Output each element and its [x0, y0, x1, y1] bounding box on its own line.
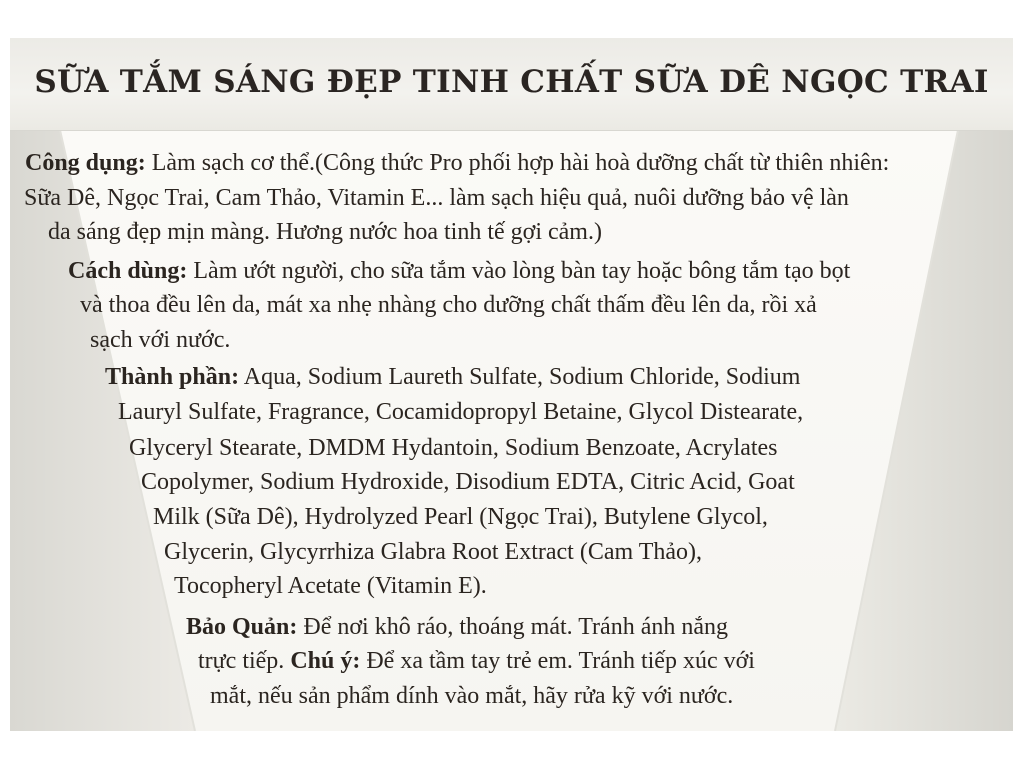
cong-dung-line-2: Sữa Dê, Ngọc Trai, Cam Thảo, Vitamin E... làm sạch hiệu quả, nuôi dưỡng bảo vệ làn	[24, 185, 849, 211]
thanh-phan-label: Thành phần:	[105, 364, 240, 390]
thanh-phan-text: Aqua, Sodium Laureth Sulfate, Sodium Chloride, Sodium	[239, 364, 801, 390]
cong-dung-label: Công dụng:	[25, 150, 146, 176]
thanh-phan-line-2: Lauryl Sulfate, Fragrance, Cocamidopropyl Betaine, Glycol Distearate,	[118, 399, 804, 425]
thanh-phan-line-5: Milk (Sữa Dê), Hydrolyzed Pearl (Ngọc Trai), Butylene Glycol,	[153, 504, 768, 530]
cong-dung-line-1	[25, 149, 889, 177]
product-title: SỮA TẮM SÁNG ĐẸP TINH CHẤT SỮA DÊ NGỌC TRAI	[34, 64, 989, 100]
title-band	[10, 38, 1013, 131]
chu-y-text: Để xa tầm tay trẻ em. Tránh tiếp xúc với	[360, 648, 755, 674]
bao-quan-line-1	[186, 613, 728, 641]
bao-quan-label: Bảo Quản:	[186, 614, 298, 640]
bao-quan-line-3: mắt, nếu sản phẩm dính vào mắt, hãy rửa kỹ với nước.	[210, 683, 734, 709]
cong-dung-line-3: da sáng đẹp mịn màng. Hương nước hoa tinh tế gợi cảm.)	[48, 219, 602, 245]
cong-dung-text: Làm sạch cơ thể.(Công thức Pro phối hợp hài hoà dưỡng chất từ thiên nhiên:	[145, 150, 890, 176]
cach-dung-label: Cách dùng:	[68, 258, 188, 284]
thanh-phan-line-6: Glycerin, Glycyrrhiza Glabra Root Extract (Cam Thảo),	[164, 539, 703, 565]
thanh-phan-line-4: Copolymer, Sodium Hydroxide, Disodium EDTA, Citric Acid, Goat	[141, 469, 795, 495]
cach-dung-line-2: và thoa đều lên da, mát xa nhẹ nhàng cho dưỡng chất thấm đều lên da, rồi xả	[80, 292, 817, 318]
bao-quan-line-2	[198, 647, 755, 675]
bao-quan-text: Để nơi khô ráo, thoáng mát. Tránh ánh nắng	[297, 614, 729, 640]
cach-dung-line-1	[68, 257, 850, 285]
thanh-phan-line-3: Glyceryl Stearate, DMDM Hydantoin, Sodium Benzoate, Acrylates	[129, 435, 778, 461]
cach-dung-text: Làm ướt người, cho sữa tắm vào lòng bàn tay hoặc bông tắm tạo bọt	[187, 258, 851, 284]
chu-y-label: Chú ý:	[290, 648, 361, 674]
thanh-phan-line-7: Tocopheryl Acetate (Vitamin E).	[174, 573, 487, 599]
thanh-phan-line-1	[105, 363, 800, 391]
product-label-photo	[10, 38, 1013, 731]
cach-dung-line-3: sạch với nước.	[90, 327, 231, 353]
bao-quan-text-2: trực tiếp.	[198, 648, 291, 674]
